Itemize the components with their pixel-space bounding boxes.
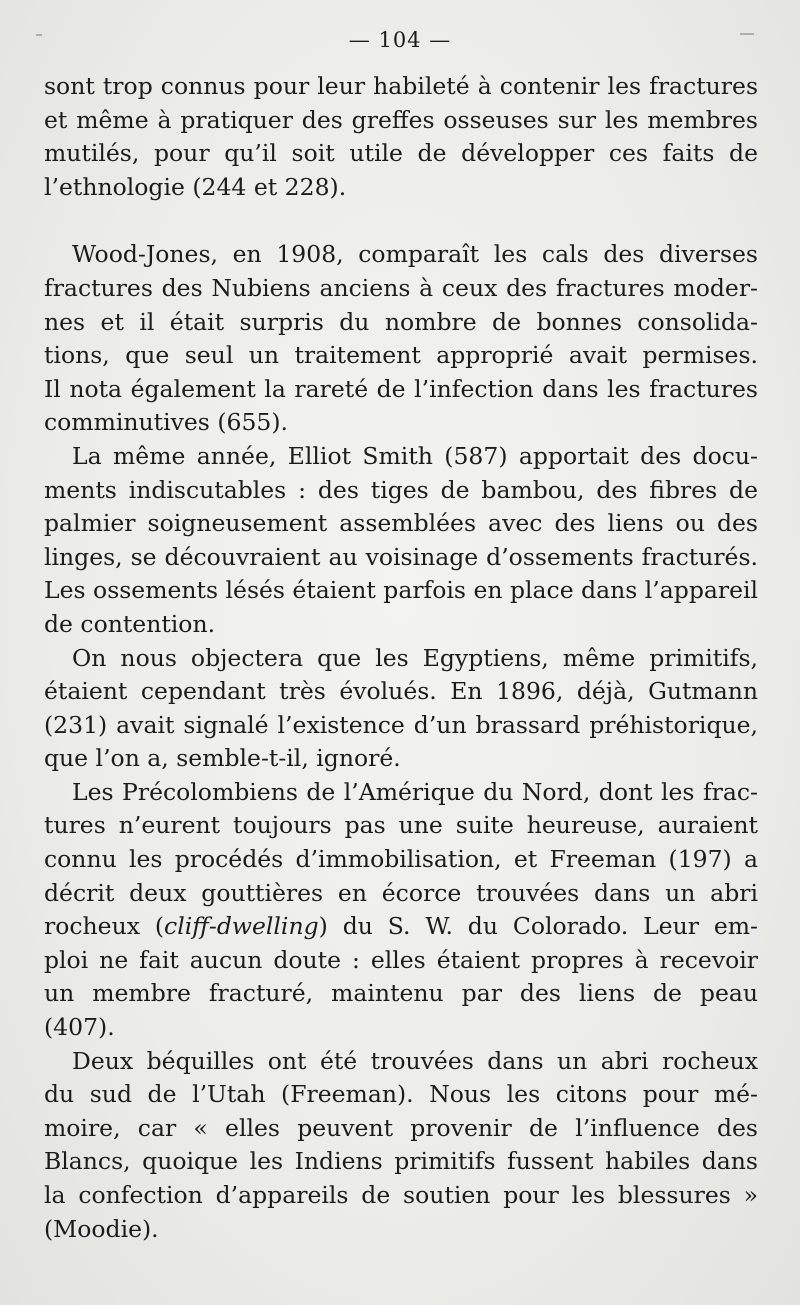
text-line: Blancs, quoique les Indiens primitifs fussent habiles dans bbox=[44, 1147, 758, 1176]
text-line: La même année, Elliot Smith (587) apportait des docu- bbox=[72, 441, 758, 470]
text-line: palmier soigneusement assemblées avec des liens ou des bbox=[44, 509, 758, 538]
text-line: (231) avait signalé l’existence d’un brassard préhistorique, bbox=[44, 710, 758, 739]
paragraph-6 bbox=[44, 1045, 758, 1247]
text-line: Il nota également la rareté de l’infection dans les fractures bbox=[44, 374, 758, 403]
text-line: la confection d’appareils de soutien pour les blessures » bbox=[44, 1181, 758, 1209]
scan-speck bbox=[36, 34, 42, 36]
text-line: ploi ne fait aucun doute : elles étaient propres à recevoir bbox=[44, 945, 758, 974]
text-line: mutilés, pour qu’il soit utile de développer ces faits de bbox=[44, 139, 758, 168]
text-line: décrit deux gouttières en écorce trouvées dans un abri bbox=[44, 878, 758, 907]
text-line: tures n’eurent toujours pas une suite heureuse, auraient bbox=[44, 811, 758, 840]
text-line: et même à pratiquer des greffes osseuses sur les membres bbox=[44, 105, 758, 134]
paragraph-5 bbox=[44, 776, 758, 1045]
text-line: connu les procédés d’immobilisation, et Freeman (197) a bbox=[44, 845, 758, 874]
text-line: On nous objectera que les Egyptiens, même primitifs, bbox=[72, 643, 758, 672]
text-line: Deux béquilles ont été trouvées dans un abri rocheux bbox=[72, 1046, 758, 1075]
scan-speck bbox=[740, 33, 754, 35]
text-line: un membre fracturé, maintenu par des liens de peau bbox=[44, 979, 758, 1008]
text-line: moire, car « elles peuvent provenir de l’influence des bbox=[44, 1113, 758, 1142]
italic-term: cliff-dwelling bbox=[164, 912, 319, 941]
text-line: de contention. bbox=[44, 609, 216, 638]
text-line: ments indiscutables : des tiges de bambou, des fibres de bbox=[44, 475, 758, 504]
text-line: (Moodie). bbox=[44, 1214, 159, 1243]
text-line: que l’on a, semble-t-il, ignoré. bbox=[44, 744, 401, 773]
text-line: tions, que seul un traitement approprié avait permises. bbox=[44, 341, 758, 370]
body-text bbox=[44, 70, 758, 1246]
text-line: Les ossements lésés étaient parfois en place dans l’appareil bbox=[44, 576, 759, 605]
text-line: du sud de l’Utah (Freeman). Nous les citons pour mé- bbox=[44, 1080, 758, 1109]
paragraph-2 bbox=[44, 238, 758, 440]
paragraph-1 bbox=[44, 70, 758, 204]
text-line: comminutives (655). bbox=[44, 408, 288, 437]
text-line: linges, se découvraient au voisinage d’ossements fracturés. bbox=[44, 542, 758, 571]
paragraph-3 bbox=[44, 440, 758, 642]
paragraph-4 bbox=[44, 642, 758, 776]
text-line: fractures des Nubiens anciens à ceux des fractures moder- bbox=[44, 273, 758, 302]
text-line: (407). bbox=[44, 1013, 115, 1042]
text-line: Les Précolombiens de l’Amérique du Nord, dont les frac- bbox=[72, 777, 758, 806]
text-line: sont trop connus pour leur habileté à contenir les fractures bbox=[44, 72, 758, 100]
text-line-with-italic: rocheux (cliff-dwelling) du S. W. du Colorado. Leur em- bbox=[44, 912, 758, 941]
text-line: nes et il était surpris du nombre de bonnes consolida- bbox=[44, 307, 758, 336]
text-line: Wood-Jones, en 1908, comparaît les cals des diverses bbox=[72, 240, 758, 269]
text-line: étaient cependant très évolués. En 1896, déjà, Gutmann bbox=[44, 677, 758, 706]
page-number: — 104 — bbox=[348, 28, 452, 52]
text-line: l’ethnologie (244 et 228). bbox=[44, 172, 347, 201]
